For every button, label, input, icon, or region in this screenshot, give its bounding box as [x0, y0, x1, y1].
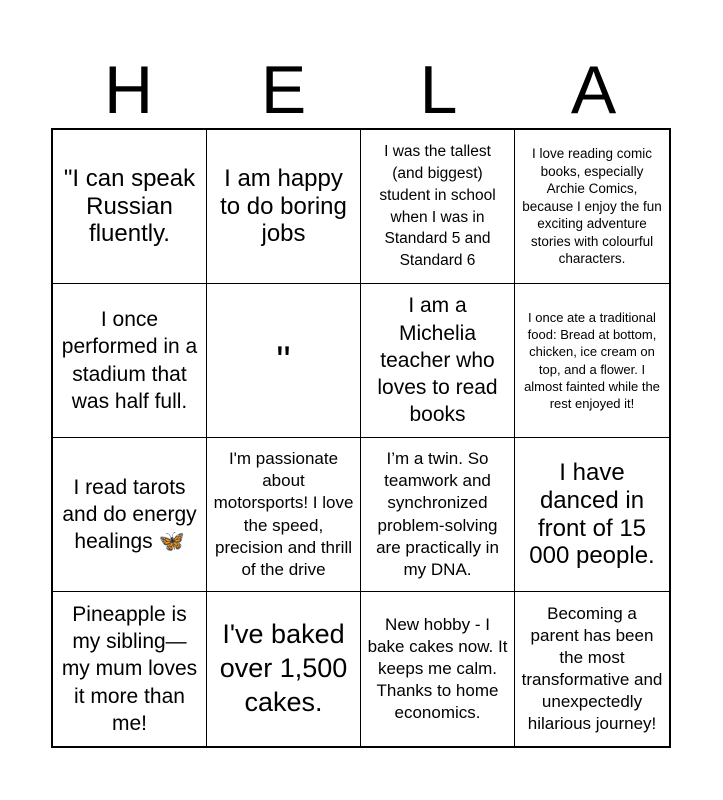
bingo-header [51, 52, 671, 128]
bingo-cell[interactable]: I have danced in front of 15 000 people. [515, 438, 669, 592]
header-letter-a: A [570, 52, 617, 128]
bingo-cell[interactable]: I read tarots and do energy healings 🦋 [53, 438, 207, 592]
bingo-cell[interactable]: I am a Michelia teacher who loves to read books [361, 284, 515, 438]
bingo-board [51, 128, 671, 748]
bingo-cell[interactable]: "I can speak Russian fluently. [53, 130, 207, 284]
bingo-cell[interactable]: I'm passionate about motorsports! I love the speed, precision and thrill of the drive [207, 438, 361, 592]
bingo-cell-free[interactable]: " [207, 284, 361, 438]
bingo-cell[interactable]: Becoming a parent has been the most transformative and unexpectedly hilarious journey! [521, 603, 663, 734]
header-letter-h: H [103, 52, 154, 128]
bingo-cell[interactable]: I've baked over 1,500 cakes. [207, 592, 361, 746]
bingo-cell[interactable]: New hobby - I bake cakes now. It keeps me calm. Thanks to home economics. [361, 592, 515, 746]
bingo-cell[interactable]: I love reading comic books, especially Archie Comics, because I enjoy the fun exciting adventure stories with colourful characters. [515, 130, 669, 284]
bingo-cell[interactable]: I am happy to do boring jobs [207, 130, 361, 284]
header-letter-e: E [260, 52, 307, 128]
bingo-cell[interactable]: I once performed in a stadium that was half full. [53, 284, 207, 438]
bingo-cell[interactable]: I’m a twin. So teamwork and synchronized problem-solving are practically in my DNA. [361, 438, 515, 592]
bingo-cell[interactable]: I was the tallest (and biggest) student in school when I was in Standard 5 and Standard 6 [361, 130, 515, 284]
header-letter-l: L [419, 52, 458, 128]
bingo-cell[interactable]: I once ate a traditional food: Bread at bottom, chicken, ice cream on top, and a flower. I almost fainted while the rest enjoyed it! [515, 284, 669, 438]
bingo-cell[interactable]: Pineapple is my sibling—my mum loves it more than me! [53, 592, 207, 746]
